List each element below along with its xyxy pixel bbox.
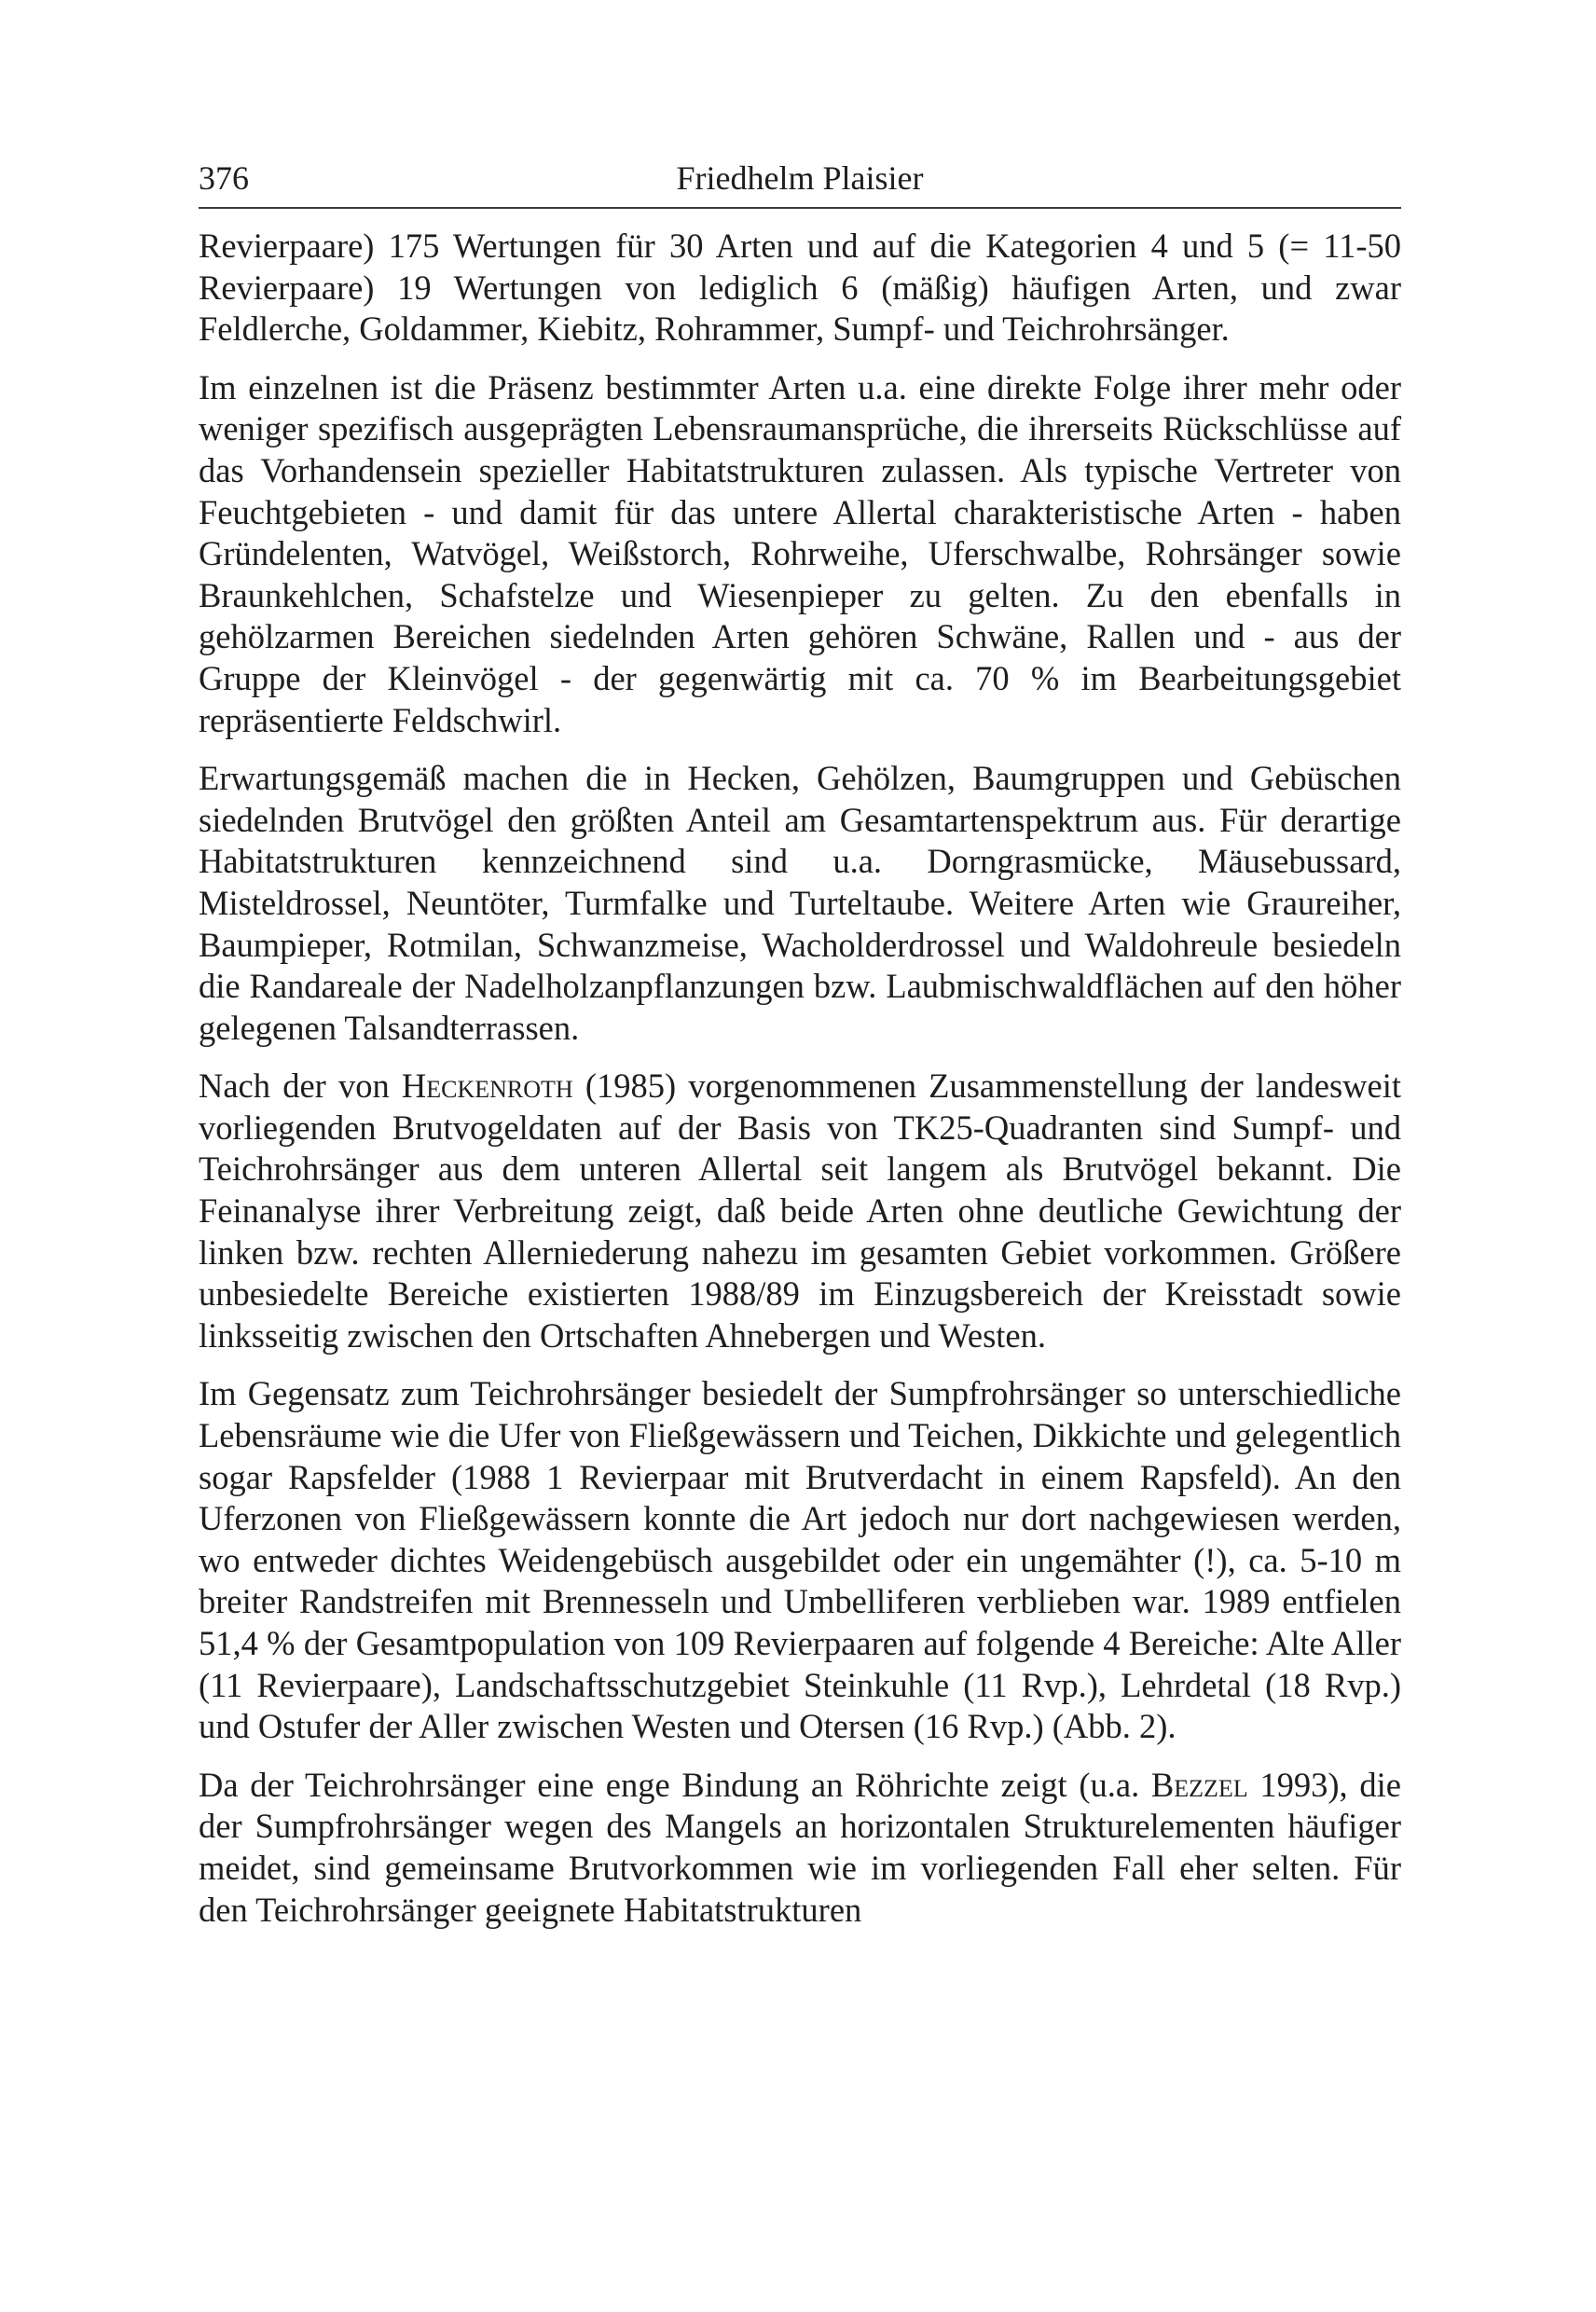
- paragraph-4-text-a: Nach der von: [199, 1067, 402, 1106]
- citation-author-heckenroth: Heckenroth: [401, 1067, 573, 1106]
- paragraph-1-text: Revierpaare) 175 Wertungen für 30 Arten und auf die Kategorien 4 und 5 (= 11-50 Revierpaare) 19 Wertungen von lediglich 6 (mäßig) häufigen Arten, und zwar Feldlerche, Goldammer, Kiebitz, Rohrammer, Sumpf- und Teichrohrsänger.: [199, 227, 1401, 349]
- paragraph-6-text-b: 1993), die der Sumpfrohrsänger wegen des Mangels an horizontalen Strukturelementen häufiger meidet, sind gemeinsame Brutvorkommen wie im vorliegenden Fall eher selten. Für den Teichrohrsänger geeignete Habitatstrukturen: [199, 1765, 1401, 1929]
- body-text: [199, 226, 1401, 1931]
- paragraph-6: [199, 1765, 1401, 1931]
- paragraph-6-text-a: Da der Teichrohrsänger eine enge Bindung an Röhrichte zeigt (u.a.: [199, 1765, 1151, 1804]
- paragraph-1: [199, 226, 1401, 351]
- paragraph-5: [199, 1373, 1401, 1747]
- page: [199, 149, 1401, 1947]
- page-number: 376: [199, 159, 249, 197]
- paragraph-5-text: Im Gegensatz zum Teichrohrsänger besiedelt der Sumpfrohrsänger so unterschiedliche Lebensräume wie die Ufer von Fließgewässern und Teichen, Dikkichte und gelegentlich sogar Rapsfelder (1988 1 Revierpaar mit Brutverdacht in einem Rapsfeld). An den Uferzonen von Fließgewässern konnte die Art jedoch nur dort nachgewiesen werden, wo entweder dichtes Weidengebüsch ausgebildet oder ein ungemähter (!), ca. 5-10 m breiter Randstreifen mit Brennesseln und Umbelliferen verblieben war. 1989 entfielen 51,4 % der Gesamtpopulation von 109 Revierpaaren auf folgende 4 Bereiche: Alte Aller (11 Revierpaare), Landschaftsschutzgebiet Steinkuhle (11 Rvp.), Lehrdetal (18 Rvp.) und Ostufer der Aller zwischen Westen und Otersen (16 Rvp.) (Abb. 2).: [199, 1374, 1401, 1746]
- paragraph-4-text-b: (1985) vorgenommenen Zusammenstellung der landesweit vorliegenden Brutvogeldaten auf der Basis von TK25-Quadranten sind Sumpf- und Teichrohrsänger aus dem unteren Allertal seit langem als Brutvögel bekannt. Die Feinanalyse ihrer Verbreitung zeigt, daß beide Arten ohne deutliche Gewichtung der linken bzw. rechten Allerniederung nahezu im gesamten Gebiet vorkommen. Größere unbesiedelte Bereiche existierten 1988/89 im Einzugsbereich der Kreisstadt sowie linksseitig zwischen den Ortschaften Ahnebergen und Westen.: [199, 1067, 1401, 1355]
- header-rule: [199, 207, 1401, 209]
- running-title: Friedhelm Plaisier: [676, 159, 924, 197]
- paragraph-3: [199, 758, 1401, 1049]
- paragraph-2-text: Im einzelnen ist die Präsenz bestimmter Arten u.a. eine direkte Folge ihrer mehr oder weniger spezifisch ausgeprägten Lebensraumansprüche, die ihrerseits Rückschlüsse auf das Vorhandensein spezieller Habitatstrukturen zulassen. Als typische Vertreter von Feuchtgebieten - und damit für das untere Allertal charakteristische Arten - haben Gründelenten, Watvögel, Weißstorch, Rohrweihe, Uferschwalbe, Rohrsänger sowie Braunkehlchen, Schafstelze und Wiesenpieper zu gelten. Zu den ebenfalls in gehölzarmen Bereichen siedelnden Arten gehören Schwäne, Rallen und - aus der Gruppe der Kleinvögel - der gegenwärtig mit ca. 70 % im Bearbeitungsgebiet repräsentierte Feldschwirl.: [199, 367, 1401, 739]
- paragraph-4: [199, 1066, 1401, 1356]
- paragraph-3-text: Erwartungsgemäß machen die in Hecken, Gehölzen, Baumgruppen und Gebüschen siedelnden Brutvögel den größten Anteil am Gesamtartenspektrum aus. Für derartige Habitatstrukturen kennzeichnend sind u.a. Dorngrasmücke, Mäusebussard, Misteldrossel, Neuntöter, Turmfalke und Turteltaube. Weitere Arten wie Graureiher, Baumpieper, Rotmilan, Schwanzmeise, Wacholderdrossel und Waldohreule besiedeln die Randareale der Nadelholzanpflanzungen bzw. Laubmischwaldflächen auf den höher gelegenen Talsandterrassen.: [199, 759, 1401, 1047]
- paragraph-2: [199, 367, 1401, 741]
- citation-author-bezzel: Bezzel: [1150, 1765, 1248, 1804]
- running-head: [199, 149, 1401, 207]
